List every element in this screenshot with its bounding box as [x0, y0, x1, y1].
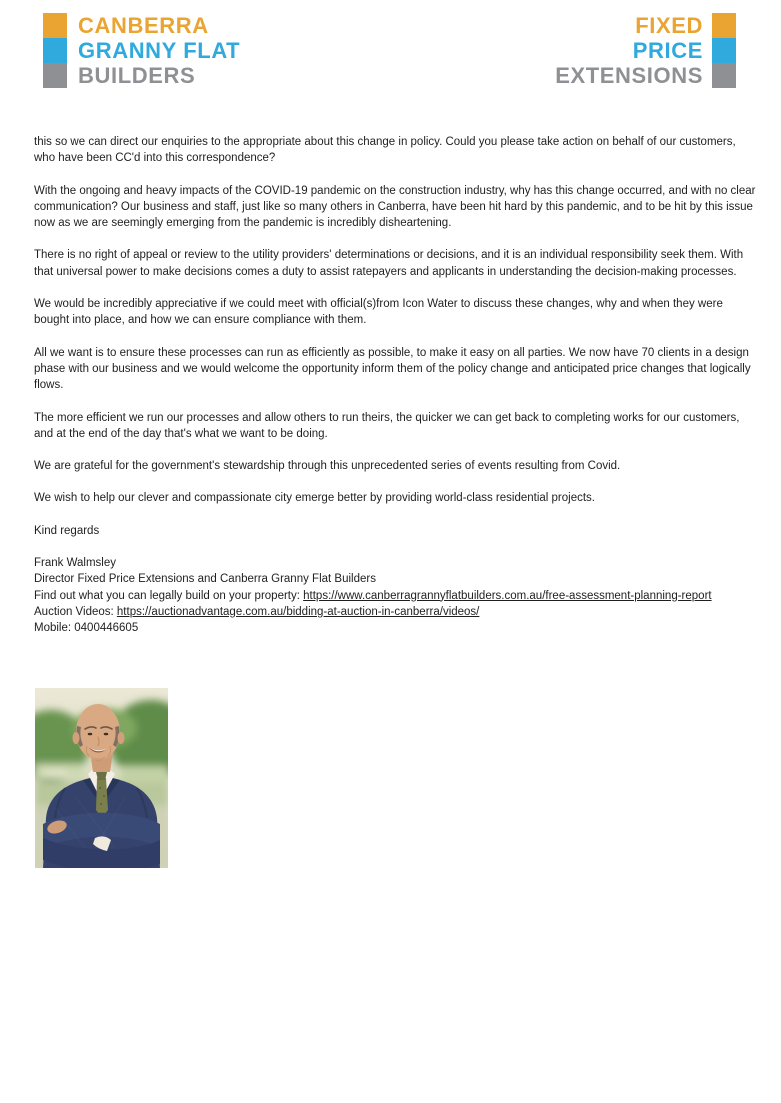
paragraph-5: All we want is to ensure these processes can run as efficiently as possible, to make it easy on all parties. We now have 70 clients in a design phase with our business and we would welcome the opportunity inform them of the policy change and anticipated price changes that logically flows.: [34, 346, 751, 392]
logo-word-builders: BUILDERS: [78, 63, 196, 88]
blue-square: [712, 38, 736, 63]
logo-color-bar: [43, 13, 67, 88]
canberra-granny-flat-builders-logo: [43, 13, 240, 88]
logo-word-extensions: EXTENSIONS: [555, 63, 703, 88]
logo-word-price: PRICE: [632, 38, 703, 63]
portrait-illustration: [35, 688, 168, 868]
gray-square: [712, 63, 736, 88]
free-assessment-line: [34, 588, 758, 604]
blue-square: [43, 38, 67, 63]
portrait-photo: [35, 688, 168, 868]
gray-square: [43, 63, 67, 88]
paragraph-8: We wish to help our clever and compassionate city emerge better by providing world-class residential projects.: [34, 492, 595, 505]
signature-name: Frank Walmsley: [34, 557, 116, 570]
letterhead: [43, 13, 736, 91]
paragraph-3: There is no right of appeal or review to the utility providers' determinations or decisions, and it is an individual responsibility seek them. With that universal power to make decisions comes a duty to assist ratepayers and applicants in understanding the decision-making processes.: [34, 249, 744, 278]
letter-body: [34, 134, 758, 637]
logo-word-fixed: FIXED: [635, 13, 703, 38]
paragraph-4: We would be incredibly appreciative if we could meet with official(s)from Icon Water to discuss these changes, why and when they were bought into place, and how we can ensure compliance with them.: [34, 298, 723, 327]
auction-videos-line: [34, 604, 758, 620]
logo-color-bar: [712, 13, 736, 88]
auction-videos-prefix: Auction Videos:: [34, 605, 117, 618]
mobile-line: Mobile: 0400446605: [34, 622, 139, 635]
signature-title: Director Fixed Price Extensions and Canberra Granny Flat Builders: [34, 573, 376, 586]
logo-wordmark: [555, 13, 703, 88]
logo-wordmark: [78, 13, 240, 88]
signature-block: [34, 555, 758, 636]
auction-videos-link[interactable]: https://auctionadvantage.com.au/bidding-at-auction-in-canberra/videos/: [116, 605, 480, 618]
paragraph-2: With the ongoing and heavy impacts of the COVID-19 pandemic on the construction industry, why has this change occurred, and with no clear communication? Our business and staff, just like so many others in Canberra, have been hit hard by this pandemic, and to be hit by this issue now as we are seemingly emerging from the pandemic is incredibly disheartening.: [34, 184, 756, 230]
fixed-price-extensions-logo: [555, 13, 736, 88]
free-assessment-link[interactable]: https://www.canberragrannyflatbuilders.com.au/free-assessment-planning-report: [303, 589, 712, 602]
orange-square: [712, 13, 736, 38]
logo-word-granny-flat: GRANNY FLAT: [78, 38, 241, 63]
paragraph-6: The more efficient we run our processes and allow others to run theirs, the quicker we can get back to completing works for our customers, and at the end of the day that's what we want to be doing.: [34, 411, 740, 440]
free-assessment-prefix: Find out what you can legally build on your property:: [34, 589, 304, 602]
closing-line: Kind regards: [34, 524, 100, 537]
paragraph-7: We are grateful for the government's stewardship through this unprecedented series of events resulting from Covid.: [34, 460, 621, 473]
orange-square: [43, 13, 67, 38]
paragraph-1: this so we can direct our enquiries to the appropriate about this change in policy. Could you please take action on behalf of our customers, who have been CC'd into this correspondence?: [34, 136, 736, 165]
logo-word-canberra: CANBERRA: [78, 13, 209, 38]
